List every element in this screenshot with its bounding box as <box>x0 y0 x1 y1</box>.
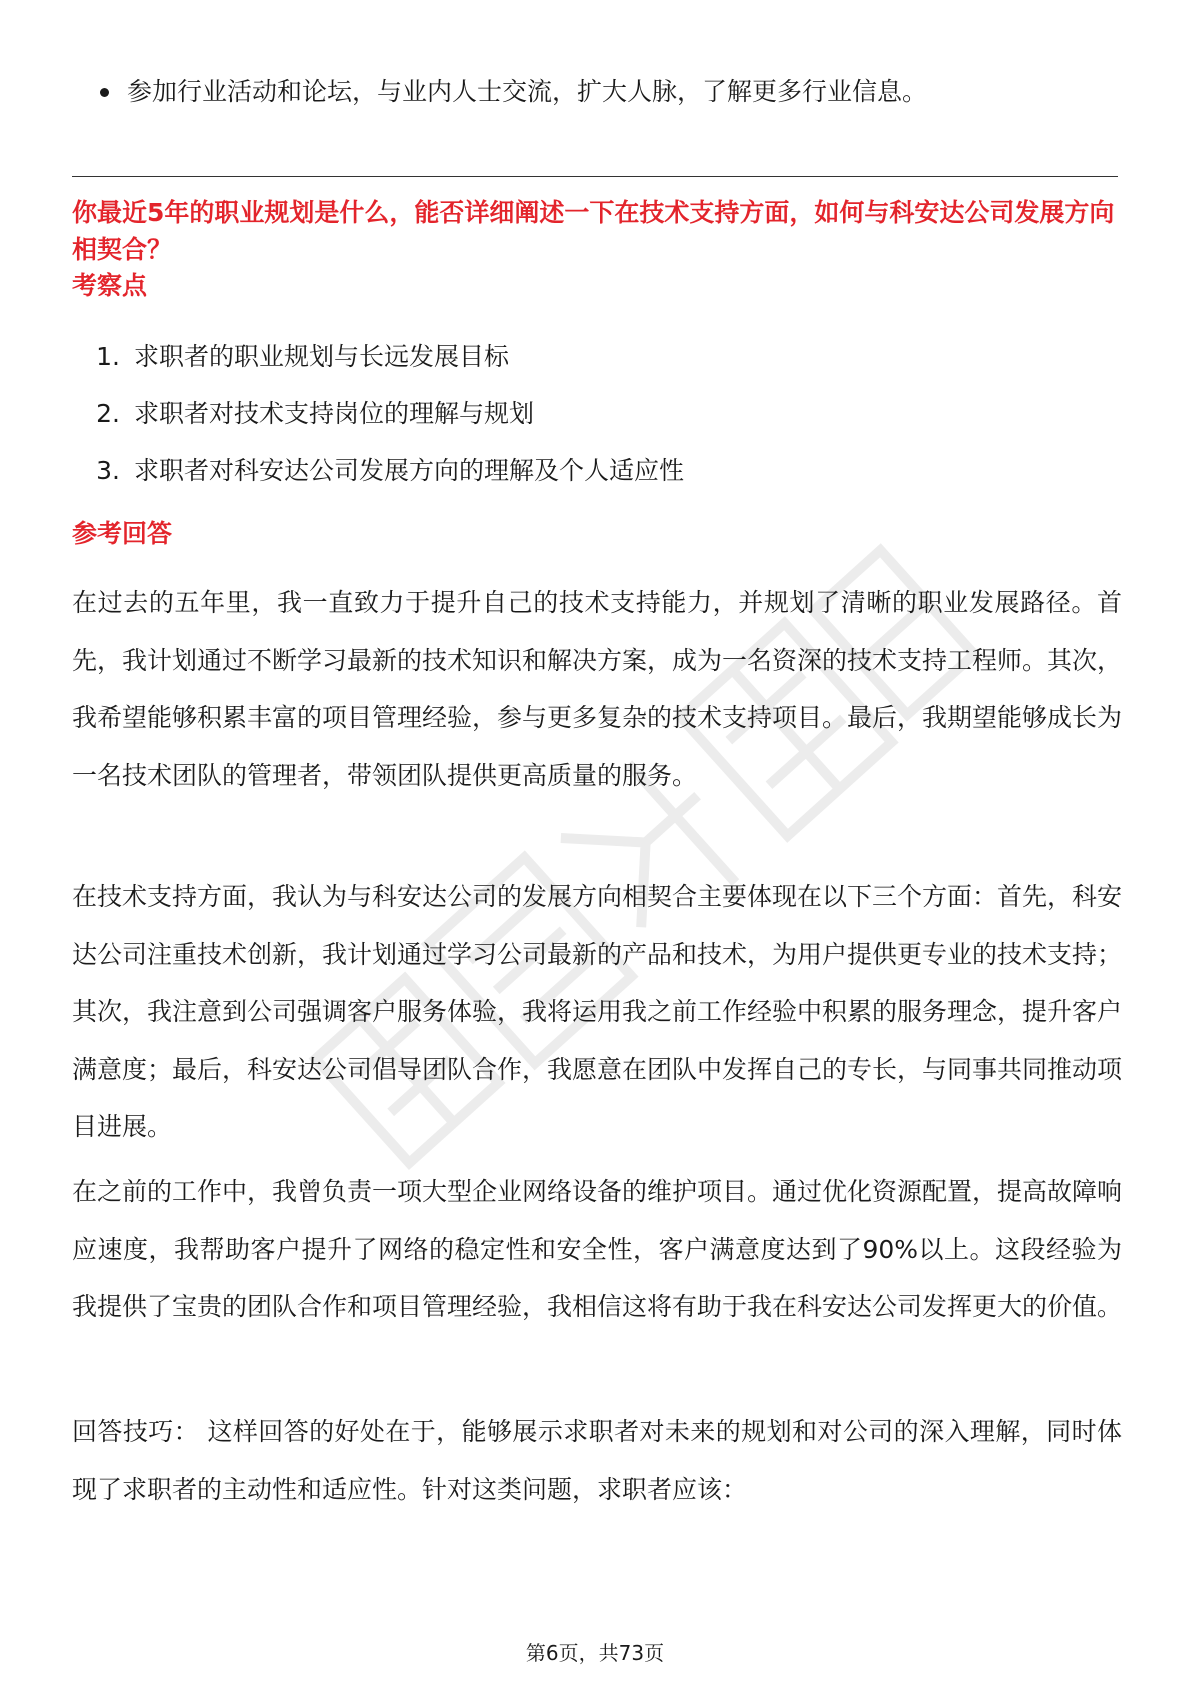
list-number: 1. <box>96 342 120 371</box>
list-item <box>72 328 1122 385</box>
answer-paragraph: 在过去的五年里，我一直致力于提升自己的技术支持能力，并规划了清晰的职业发展路径。首先，我计划通过不断学习最新的技术知识和解决方案，成为一名资深的技术支持工程师。其次，我希望能够积累丰富的项目管理经验，参与更多复杂的技术支持项目。最后，我期望能够成长为一名技术团队的管理者，带领团队提供更高质量的服务。 <box>72 588 1123 790</box>
focus-list <box>72 328 1122 499</box>
focus-section-title: 考察点 <box>72 271 148 300</box>
answer-paragraph: 在技术支持方面，我认为与科安达公司的发展方向相契合主要体现在以下三个方面：首先，科安达公司注重技术创新，我计划通过学习公司最新的产品和技术，为用户提供更专业的技术支持；其次，我注意到公司强调客户服务体验，我将运用我之前工作经验中积累的服务理念，提升客户满意度；最后，科安达公司倡导团队合作，我愿意在团队中发挥自己的专长，与同事共同推动项目进展。 <box>72 882 1123 1141</box>
list-number: 2. <box>96 399 120 428</box>
question-heading: 你最近5年的职业规划是什么，能否详细阐述一下在技术支持方面，如何与科安达公司发展方向相契合？ <box>72 198 1115 264</box>
answer-section-title: 参考回答 <box>72 519 173 548</box>
list-item <box>72 442 1122 499</box>
list-number: 3. <box>96 456 120 485</box>
list-item <box>72 72 1132 112</box>
divider <box>72 176 1118 177</box>
list-text: 求职者的职业规划与长远发展目标 <box>134 342 510 371</box>
list-text: 求职者对技术支持岗位的理解与规划 <box>134 399 535 428</box>
tips-paragraph: 回答技巧： 这样回答的好处在于，能够展示求职者对未来的规划和对公司的深入理解，同时体现了求职者的主动性和适应性。针对这类问题，求职者应该： <box>72 1417 1122 1504</box>
bullet-text: 参加行业活动和论坛，与业内人士交流，扩大人脉，了解更多行业信息。 <box>127 77 928 106</box>
list-item <box>72 385 1122 442</box>
bullet-dot-icon <box>100 88 109 97</box>
list-text: 求职者对科安达公司发展方向的理解及个人适应性 <box>134 456 685 485</box>
page-number: 第6页，共73页 <box>525 1641 665 1665</box>
answer-paragraph: 在之前的工作中，我曾负责一项大型企业网络设备的维护项目。通过优化资源配置，提高故障响应速度，我帮助客户提升了网络的稳定性和安全性，客户满意度达到了90%以上。这段经验为我提供了宝贵的团队合作和项目管理经验，我相信这将有助于我在科安达公司发挥更大的价值。 <box>72 1177 1123 1321</box>
